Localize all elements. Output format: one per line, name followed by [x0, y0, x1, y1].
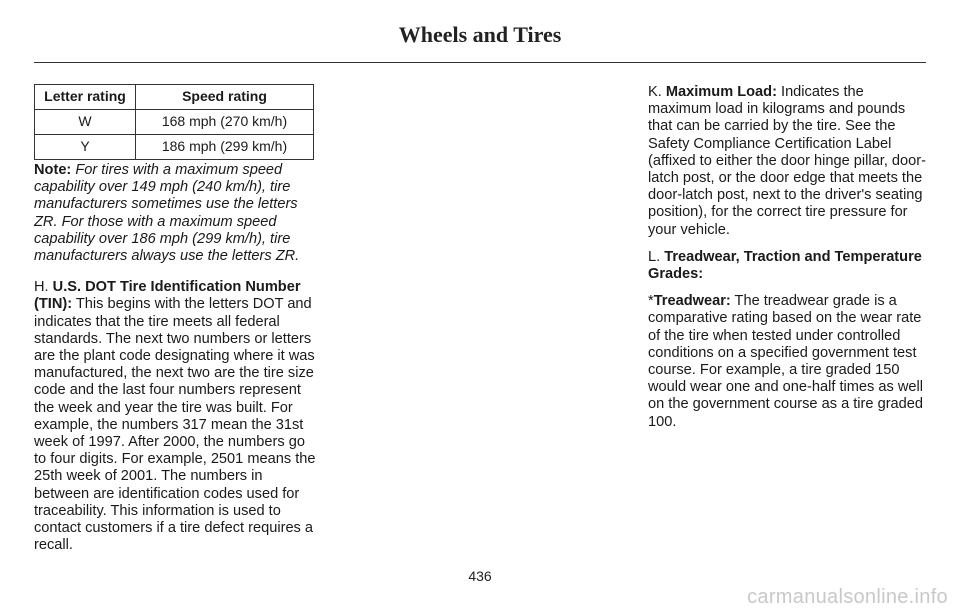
- section-k-prefix: K.: [648, 84, 662, 100]
- column-1: [34, 84, 320, 564]
- table-header-cell: Speed rating: [136, 85, 314, 110]
- page-title: Wheels and Tires: [398, 22, 562, 47]
- table-row: [35, 135, 314, 160]
- table-cell: 186 mph (299 km/h): [136, 135, 314, 160]
- table-cell: W: [35, 110, 136, 135]
- column-3: [648, 84, 930, 441]
- section-h-title: U.S. DOT Tire Identification Number (TIN):: [34, 279, 301, 313]
- section-k-text: Indicates the maximum load in kilograms and pounds that can be carried by the tire. See the Safety Compliance Certification Label (affixed to either the door hinge pillar, door-latch post, or the door edge that meets the door-latch post, next to the driver's seating position), for the correct tire pressure for your vehicle.: [648, 84, 926, 238]
- table-header-cell: Letter rating: [35, 85, 136, 110]
- table-cell: Y: [35, 135, 136, 160]
- section-l-title: Treadwear, Traction and Temperature Grades:: [648, 248, 922, 283]
- speed-rating-table: [34, 84, 314, 160]
- treadwear-prefix: *: [648, 293, 654, 310]
- table-cell: 168 mph (270 km/h): [136, 110, 314, 135]
- watermark: carmanualsonline.info: [747, 586, 948, 608]
- treadwear-title: Treadwear:: [653, 293, 731, 310]
- section-k: [648, 84, 930, 239]
- note-text: For tires with a maximum speed capability over 149 mph (240 km/h), tire manufacturers sometimes use the letters ZR. For those with a maximum speed capability over 186 mph (299 km/h), tire manufacturers always use the letters ZR.: [34, 162, 300, 265]
- section-k-title: Maximum Load:: [665, 84, 777, 100]
- section-h: [34, 279, 320, 554]
- section-l: [648, 249, 930, 283]
- section-h-prefix: H.: [34, 279, 49, 296]
- note-label: Note:: [34, 162, 72, 178]
- treadwear-text: The treadwear grade is a comparative rating based on the wear rate of the tire when tested under controlled conditions on a specified government test course. For example, a tire graded 150 would wear one and one-half times as well on the government course as a tire graded 100.: [648, 293, 924, 430]
- page-number: 436: [468, 568, 492, 584]
- table-row: [35, 110, 314, 135]
- section-treadwear: [648, 293, 930, 431]
- section-l-prefix: L.: [648, 248, 661, 265]
- note-paragraph: [34, 162, 320, 265]
- header-divider: [34, 62, 926, 63]
- section-h-text: This begins with the letters DOT and indicates that the tire meets all federal standards. The next two numbers or letters are the plant code designating where it was manufactured, the next two are the tire size code and the last four numbers represent the week and year the tire was built. For example, the numbers 317 mean the 31st week of 1997. After 2000, the numbers go to four digits. For example, 2501 means the 25th week of 2001. The numbers in between are identification codes used for traceability. This information is used to contact customers if a tire defect requires a recall.: [34, 296, 316, 554]
- table-header-row: [35, 85, 314, 110]
